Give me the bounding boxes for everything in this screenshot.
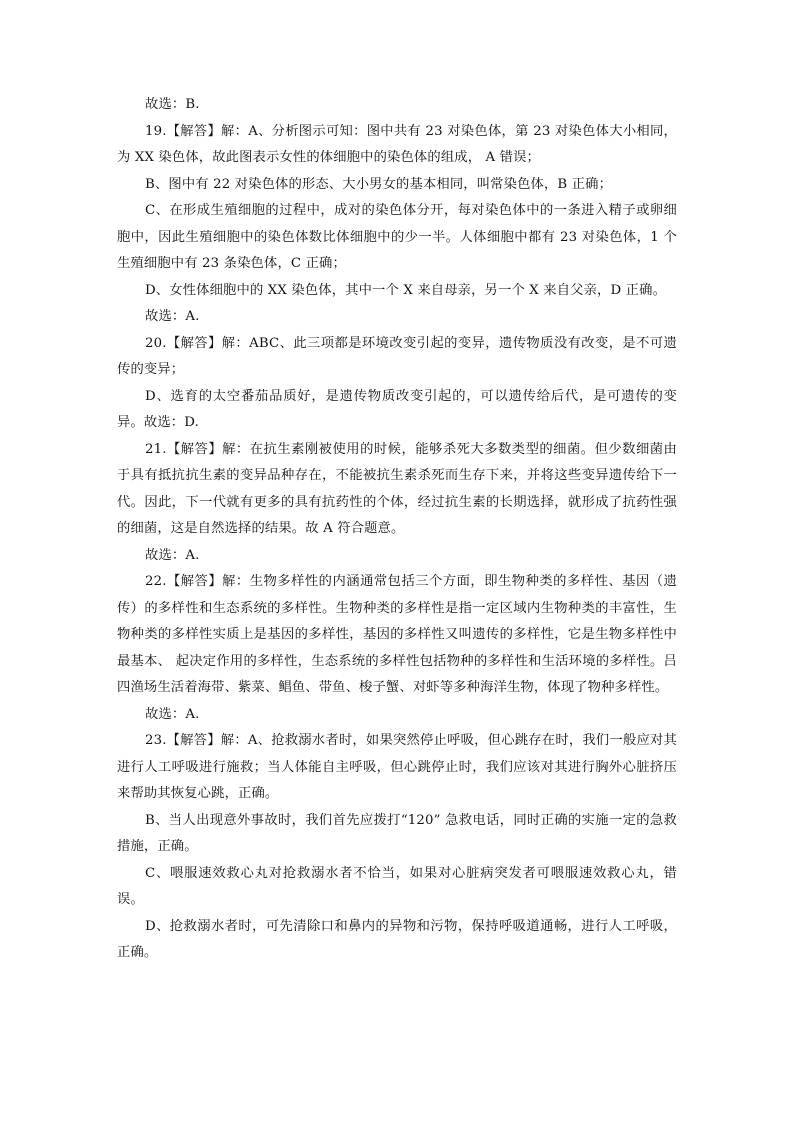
- answer-21: 21.【解答】解：在抗生素刚被使用的时候，能够杀死大多数类型的细菌。但少数细菌由于具有抵抗抗生素的变异品种存在，不能被抗生素杀死而生存下来，并将这些变异遗传给下一代。因此，下一代就有更多的具有抗药性的个体，经过抗生素的长期选择，就形成了抗药性强的细菌，这是自然选择的结果。故 A 符合题意。: [117, 441, 677, 536]
- answer-23-d: D、抢救溺水者时，可先清除口和鼻内的异物和污物，保持呼吸道通畅，进行人工呼吸，正确。: [117, 918, 677, 960]
- answer-19-c: C、在形成生殖细胞的过程中，成对的染色体分开，每对染色体中的一条进入精子或卵细胞中，因此生殖细胞中的染色体数比体细胞中的少一半。人体细胞中都有 23 对染色体，1 个生殖细胞中有 23 条染色体，C 正确；: [117, 203, 677, 271]
- answer-line: 故选：A.: [145, 706, 200, 722]
- answer-line: 故选：A.: [145, 547, 200, 563]
- answer-document: [117, 92, 677, 967]
- answer-23-c: C、喂服速效救心丸对抢救溺水者不恰当，如果对心脏病突发者可喂服速效救心丸，错误。: [117, 865, 677, 907]
- answer-line: 故选：B.: [145, 97, 200, 112]
- answer-19: 19.【解答】解：A、分析图示可知：图中共有 23 对染色体，第 23 对染色体大小相同，为 XX 染色体，故此图表示女性的体细胞中的染色体的组成， A 错误；: [117, 123, 677, 165]
- answer-22: 22.【解答】解：生物多样性的内涵通常包括三个方面，即生物种类的多样性、基因（遗传）的多样性和生态系统的多样性。生物种类的多样性是指一定区域内生物种类的丰富性，生物种类的多样性实质上是基因的多样性，基因的多样性又叫遗传的多样性，它是生物多样性中最基本、 起决定作用的多样性，生态系统的多样性包括物种的多样性和生活环境的多样性。吕四渔场生活着海带、紫菜、鲳鱼、带鱼、梭子蟹、对虾等多种海洋生物，体现了物种多样性。: [117, 574, 677, 695]
- answer-20: 20.【解答】解：ABC、此三项都是环境改变引起的变异，遗传物质没有改变，是不可遗传的变异；: [117, 335, 677, 377]
- answer-19-b: B、图中有 22 对染色体的形态、大小男女的基本相同，叫常染色体，B 正确；: [145, 176, 613, 192]
- answer-19-d: D、女性体细胞中的 XX 染色体，其中一个 X 来自母亲，另一个 X 来自父亲，D 正确。: [145, 282, 667, 298]
- answer-23-b: B、当人出现意外事故时，我们首先应拨打“120” 急救电话，同时正确的实施一定的急救措施，正确。: [117, 812, 677, 854]
- answer-line: 故选：A.: [145, 309, 200, 324]
- answer-23: 23.【解答】解：A、抢救溺水者时，如果突然停止呼吸，但心跳存在时，我们一般应对其进行人工呼吸进行施救；当人体能自主呼吸，但心跳停止时，我们应该对其进行胸外心脏挤压来帮助其恢复心跳，正确。: [117, 733, 677, 801]
- answer-20-d: D、选育的太空番茄品质好，是遗传物质改变引起的，可以遗传给后代，是可遗传的变异。故选：D.: [117, 388, 677, 430]
